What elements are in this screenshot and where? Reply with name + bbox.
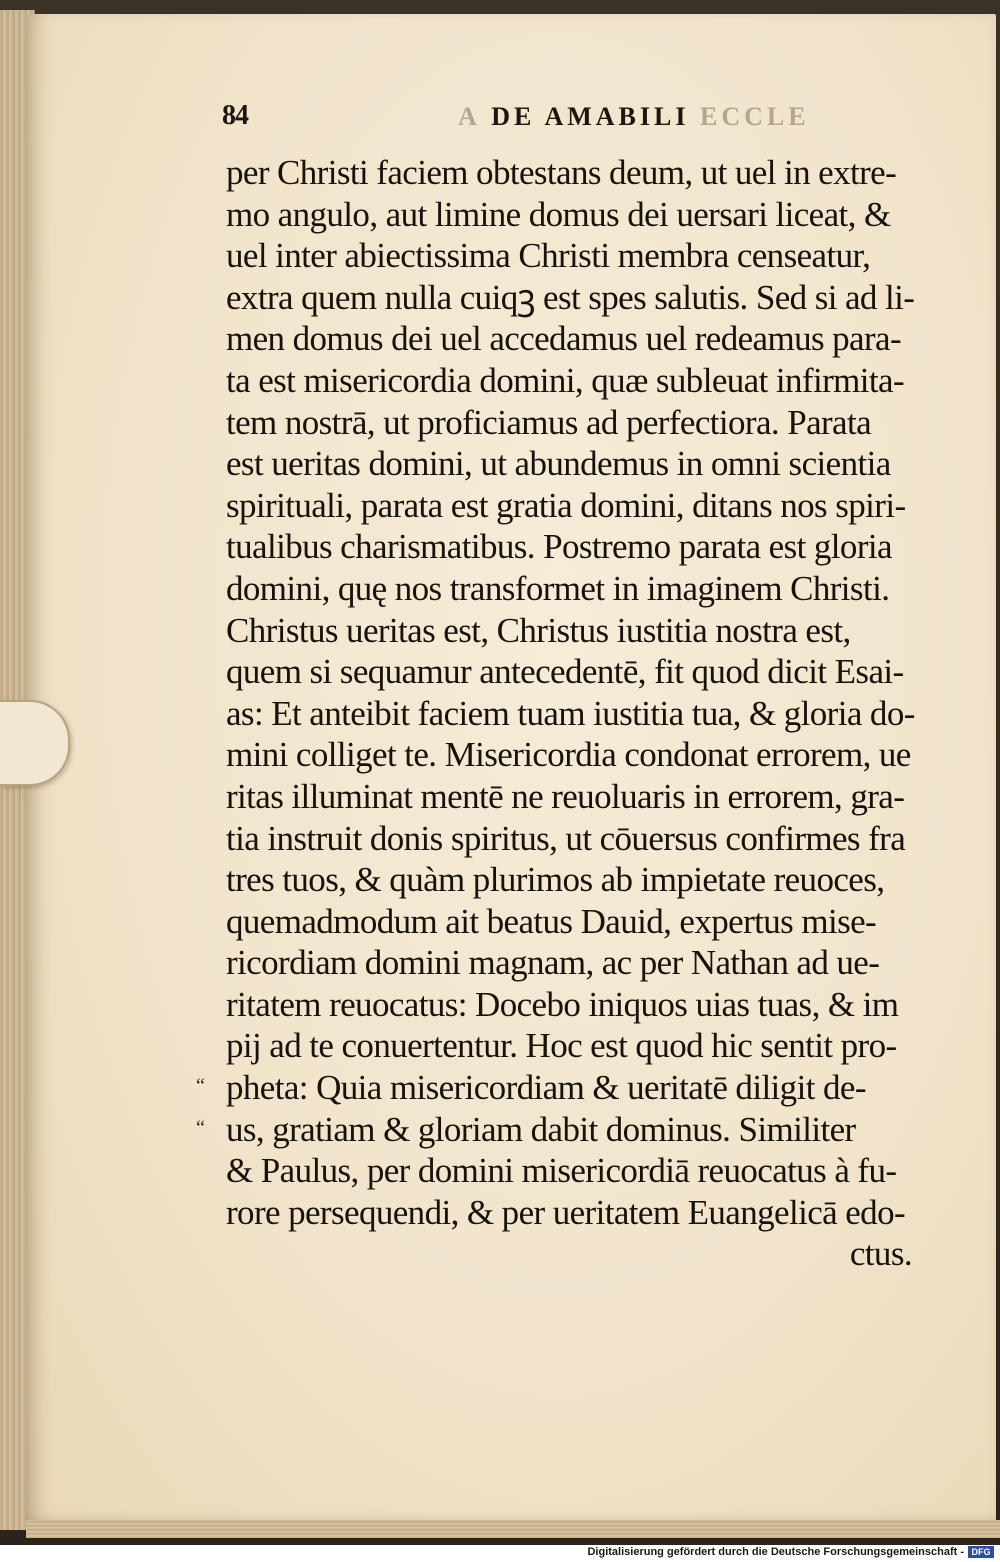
text-line: tia instruit donis spiritus, ut cōuersus confirmes fra [226, 818, 906, 858]
text-line: quem si sequamur antecedentē, fit quod dicit Esai- [226, 652, 904, 692]
margin-mark: “ [196, 1116, 205, 1139]
text-line: pheta: Quia misericordiam & ueritatē diligit de- [226, 1068, 866, 1108]
text-line: tualibus charismatibus. Postremo parata est gloria [226, 527, 892, 567]
text-line: mo angulo, aut limine domus dei uersari liceat, & [226, 194, 891, 234]
text-line: Christus ueritas est, Christus iustitia nostra est, [226, 610, 851, 650]
digitization-credit: Digitalisierung gefördert durch die Deutsche Forschungsgemeinschaft - [587, 1546, 964, 1558]
text-line: quemadmodum ait beatus Dauid, expertus mise- [226, 901, 877, 941]
text-line: as: Et anteibit faciem tuam iustitia tua, & gloria do- [226, 693, 915, 733]
running-head [458, 102, 810, 132]
text-line: ta est misericordia domini, quæ subleuat infirmita- [226, 360, 904, 400]
running-head-title: DE AMABILI [491, 102, 690, 131]
text-line: tres tuos, & quàm plurimos ab impietate reuoces, [226, 860, 885, 900]
catchword-line: ctus. [849, 1234, 912, 1274]
text-line: est ueritas domini, ut abundemus in omni scientia [226, 444, 891, 484]
text-line: uel inter abiectissima Christi membra censeatur, [226, 236, 871, 276]
text-line: us, gratiam & gloriam dabit dominus. Similiter [226, 1109, 856, 1149]
text-line: spirituali, parata est gratia domini, ditans nos spiri- [226, 485, 906, 525]
page-bottom-edge [26, 1520, 1000, 1538]
margin-mark: “ [196, 1075, 205, 1097]
dfg-logo: DFG [968, 1546, 994, 1558]
text-line: mini colliget te. Misericordia condonat errorem, ue [226, 735, 911, 775]
running-head-faint-right: ECCLE [699, 102, 810, 131]
body-text [226, 152, 926, 1275]
text-line: rore persequendi, & per ueritatem Euangelicā edo- [226, 1192, 906, 1232]
text-line: domini, quę nos transformet in imaginem Christi. [226, 568, 890, 608]
text-line: men domus dei uel accedamus uel redeamus para- [226, 319, 902, 359]
text-line: ritas illuminat mentē ne reuoluaris in errorem, gra- [226, 776, 905, 816]
text-line: & Paulus, per domini misericordiā reuocatus à fu- [226, 1151, 897, 1191]
folio-number: 84 [222, 100, 248, 131]
margin-quote-marks [196, 1066, 220, 1149]
text-line: ricordiam domini magnam, ac per Nathan ad ue- [226, 943, 880, 983]
page-header [222, 98, 922, 138]
text-line: pij ad te conuertentur. Hoc est quod hic sentit pro- [226, 1026, 897, 1066]
text-line: per Christi faciem obtestans deum, ut uel in extre- [226, 153, 897, 192]
running-head-faint-left: A [458, 102, 481, 131]
text-line: tem nostrā, ut proficiamus ad perfectiora. Parata [226, 402, 872, 442]
text-line: extra quem nulla cuiqꝫ est spes salutis. Sed si ad li- [226, 277, 915, 317]
text-line: ritatem reuocatus: Docebo iniquos uias tuas, & im [226, 984, 899, 1024]
